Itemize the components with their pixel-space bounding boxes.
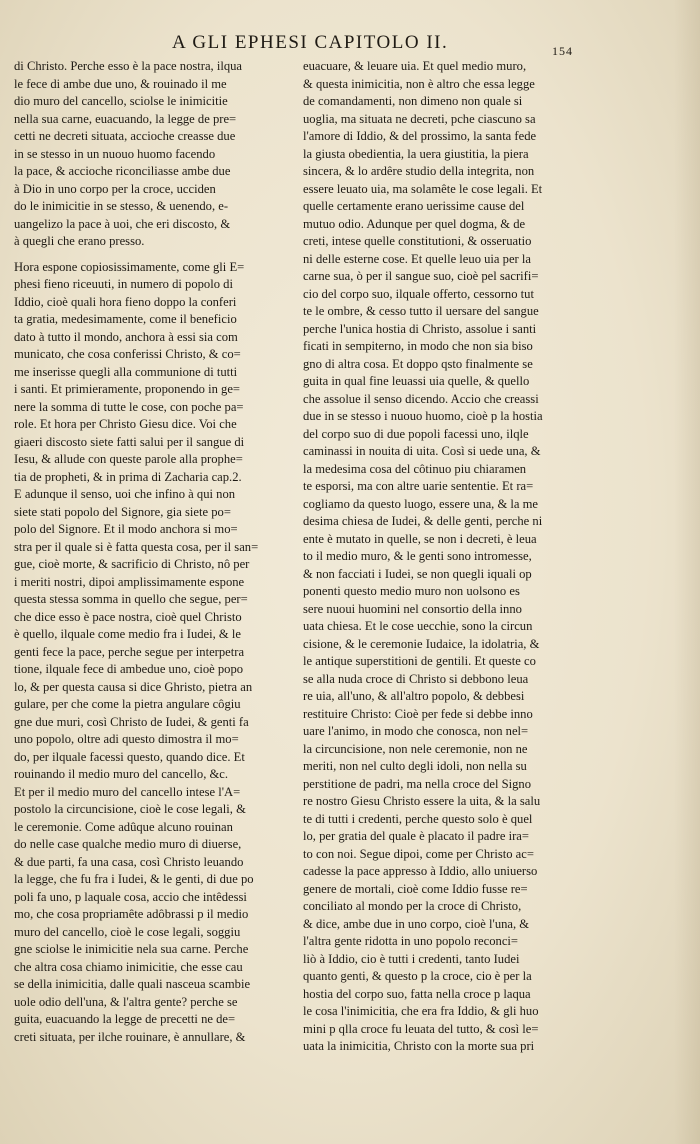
text-line: gno di altra cosa. Et doppo qsto finalmente se <box>303 356 533 371</box>
text-line: do le inimicitie in se stesso, & uenendo, e- <box>14 199 229 213</box>
text-line: se alla nuda croce di Christo si debbono leua <box>303 671 529 686</box>
text-line: quelle certamente erano uerissime cause del <box>303 199 525 213</box>
text-line: conciliato al mondo per la croce di Christo, <box>303 899 522 913</box>
text-line: dato à tutto il mondo, anchora à essi sia com <box>14 329 238 344</box>
text-line: à quegli che erano presso. <box>14 234 145 248</box>
text-line: restituire Christo: Cioè per fede si debbe inno <box>303 706 533 721</box>
text-line: Iesu, & allude con queste parole alla prophe= <box>14 452 243 466</box>
text-line: di Christo. Perche esso è la pace nostra, ilqua <box>14 59 243 73</box>
text-line: guita, euacuando la legge de precetti ne de= <box>14 1012 236 1026</box>
text-line: gue, cioè morte, & sacrificio di Christo, nô per <box>14 557 250 571</box>
text-line: del corpo suo di due popoli facessi uno, ilqle <box>303 426 529 441</box>
text-line: role. Et hora per Christo Giesu dice. Voi che <box>14 417 237 431</box>
text-line: se della inimicitia, dalle quali nasceua scambie <box>14 977 251 991</box>
text-line: nere la somma di tutte le cose, con poche pa= <box>14 399 244 414</box>
left-paragraph-1 <box>14 58 290 251</box>
text-line: genti fece la pace, perche segue per interpetra <box>14 644 245 659</box>
text-line: ponenti questo medio muro non uolsono es <box>303 584 520 598</box>
text-line: nella sua carne, euacuando, la legge de pre= <box>14 111 237 126</box>
text-line: siete stati popolo del Signore, gia siete po= <box>14 504 231 519</box>
right-column <box>303 58 595 1056</box>
text-line: sincera, & lo ardêre studio della integrita, non <box>303 164 535 178</box>
text-line: tione, ilquale fece di ambedue uno, cioè popo <box>14 662 244 676</box>
text-line: hostia del corpo suo, fatta nella croce p laqua <box>303 986 531 1001</box>
text-line: stra per il quale si è fatta questa cosa, per il san= <box>14 539 259 554</box>
text-line: te esporsi, ma con altre uarie sententie. Et ra= <box>303 479 534 493</box>
text-line: questa stessa somma in quello che segue, per= <box>14 592 248 606</box>
text-line: liò à Iddio, cio è tutti i credenti, tanto Iudei <box>303 951 520 966</box>
text-line: de comandamenti, non dimeno non quale si <box>303 94 523 108</box>
text-line: re uia, all'uno, & all'altro popolo, & debbesi <box>303 689 525 703</box>
text-line: poli fa uno, p laquale cosa, accio che intêdessi <box>14 889 247 904</box>
text-line: phesi fieno riceuuti, in numero di popolo di <box>14 277 233 291</box>
text-line: uoglia, ma situata ne decreti, pche ciascuno sa <box>303 111 536 126</box>
text-line: creti, intese quelle constitutioni, & osseruatio <box>303 234 532 248</box>
text-line: la circuncisione, non nele ceremonie, non ne <box>303 741 528 756</box>
text-line: te le ombre, & cesso tutto il uersare del sangue <box>303 304 539 318</box>
text-line: che altra cosa chiamo inimicitie, che esse cau <box>14 959 243 974</box>
text-line: creti situata, per ilche rouinare, è annullare, & <box>14 1029 246 1044</box>
text-line: caminassi in nouita di uita. Così si uede una, & <box>303 444 541 458</box>
text-line: mo, che cosa propriamête adôbrassi p il medio <box>14 907 249 921</box>
text-line: le antique superstitioni de gentili. Et queste co <box>303 654 536 668</box>
text-line: l'altra gente ridotta in uno popolo reconci= <box>303 934 519 948</box>
text-line: E adunque il senso, uoi che infino à qui non <box>14 487 236 501</box>
text-line: mini p qlla croce fu leuata del tutto, & così le= <box>303 1021 539 1036</box>
text-line: municato, che cosa conferissi Christo, & co= <box>14 347 241 361</box>
text-line: essere leuato uia, ma solamête le cose legali. Et <box>303 181 543 196</box>
text-line: cio del corpo suo, ilquale offerto, cessorno tut <box>303 286 534 301</box>
text-line: mutuo odio. Adunque per quel dogma, & de <box>303 216 526 231</box>
text-line: Hora espone copiosissimamente, come gli E= <box>14 259 245 274</box>
text-line: perche l'unica hostia di Christo, assolue i santi <box>303 321 537 336</box>
text-line: cogliamo da questo luogo, essere una, & la me <box>303 496 539 511</box>
text-line: uno popolo, oltre adi questo dimostra il mo= <box>14 732 239 746</box>
right-paragraph <box>303 58 595 1056</box>
paragraph-gap <box>14 251 290 259</box>
text-line: te di tutti i credenti, perche questo solo è quel <box>303 811 533 826</box>
text-line: lo, per gratia del quale è placato il padre ira= <box>303 829 529 843</box>
text-line: la giusta obedientia, la uera giustitia, la piera <box>303 146 529 161</box>
text-line: ente è mutato in quelle, se non i decreti, è leua <box>303 531 537 546</box>
text-line: Iddio, cioè quali hora fieno doppo la conferi <box>14 294 237 309</box>
text-line: & questa inimicitia, non è altro che essa legge <box>303 76 535 91</box>
text-line: uata chiesa. Et le cose uecchie, sono la circun <box>303 619 533 633</box>
text-line: giaeri discosto siete fatti salui per il sangue di <box>14 434 245 449</box>
text-line: me inserisse quegli alla communione di tutti <box>14 364 238 379</box>
text-line: do nelle case qualche medio muro di diuerse, <box>14 837 242 851</box>
text-line: euacuare, & leuare uia. Et quel medio muro, <box>303 59 527 73</box>
text-line: che dice esso è pace nostra, cioè quel Christo <box>14 609 242 624</box>
text-line: à Dio in uno corpo per la croce, ucciden <box>14 181 216 196</box>
folio-number: 154 <box>552 44 573 58</box>
text-line: genere de mortali, cioè come Iddio fusse re= <box>303 881 528 896</box>
text-line: & dice, ambe due in uno corpo, cioè l'una, & <box>303 916 530 931</box>
text-line: tia de propheti, & in prima di Zacharia cap.2. <box>14 469 242 484</box>
text-line: dio muro del cancello, sciolse le inimicitie <box>14 94 228 108</box>
text-line: la pace, & accioche riconciliasse ambe due <box>14 164 231 178</box>
running-title: A GLI EPHESI CAPITOLO II. <box>172 32 449 53</box>
text-line: ficati in sempiterno, in modo che non sia biso <box>303 339 533 353</box>
text-line: le ceremonie. Come adûque alcuno rouinan <box>14 819 233 834</box>
text-line: ta gratia, medesimamente, come il beneficio <box>14 312 237 326</box>
text-line: gulare, per che come la pietra angulare côgiu <box>14 697 241 711</box>
text-line: rouinando il medio muro del cancello, &c. <box>14 767 229 781</box>
text-line: ni delle esterne cose. Et quelle leuo uia per la <box>303 251 531 266</box>
text-line: in se stesso in un nuouo huomo facendo <box>14 146 216 161</box>
text-line: to il medio muro, & le genti sono intromesse, <box>303 549 532 563</box>
text-line: gne sciolse le inimicitie nela sua carne. Perche <box>14 942 249 956</box>
page-edge-shadow <box>674 0 700 1144</box>
text-line: sere nuoui huomini nel consortio della inno <box>303 601 522 616</box>
text-line: perstitione de padri, ma nella croce del Signo <box>303 776 532 791</box>
text-line: lo, & per questa causa si dice Ghristo, pietra an <box>14 679 253 694</box>
text-line: due in se stesso i nuouo huomo, cioè p la hostia <box>303 409 543 423</box>
text-line: Et per il medio muro del cancello intese l'A= <box>14 784 241 799</box>
text-line: che assolue il senso dicendo. Accio che creassi <box>303 391 539 406</box>
text-line: postolo la circuncisione, cioè le cose legali, & <box>14 802 246 816</box>
text-line: cetti ne decreti situata, accioche creasse due <box>14 129 236 143</box>
text-line: desima chiesa de Iudei, & delle genti, perche ni <box>303 514 543 528</box>
text-line: & non facciati i Iudei, se non quegli iquali op <box>303 566 532 581</box>
text-line: re nostro Giesu Christo essere la uita, & la salu <box>303 794 541 808</box>
text-line: le cosa l'inimicitia, che era fra Iddio, & gli huo <box>303 1004 539 1018</box>
page-header <box>0 30 700 56</box>
text-line: gne due muri, così Christo de Iudei, & genti fa <box>14 714 249 729</box>
text-line: carne sua, ò per il sangue suo, cioè pel sacrifi= <box>303 269 539 283</box>
text-line: i meriti nostri, dipoi amplissimamente espone <box>14 574 245 589</box>
text-line: polo del Signore. Et il modo anchora si mo= <box>14 522 238 536</box>
text-line: l'amore di Iddio, & del prossimo, la santa fede <box>303 129 537 143</box>
text-line: i santi. Et primieramente, proponendo in ge= <box>14 382 241 396</box>
left-column <box>14 58 290 1046</box>
text-line: cadesse la pace appresso à Iddio, allo uniuerso <box>303 864 538 878</box>
text-line: le fece di ambe due uno, & rouinado il me <box>14 76 227 91</box>
text-line: uata la inimicitia, Christo con la morte sua pri <box>303 1039 535 1053</box>
text-line: uangelizo la pace à uoi, che eri discosto, & <box>14 216 231 231</box>
text-line: to con noi. Segue dipoi, come per Christo ac= <box>303 846 534 861</box>
text-line: guita in qual fine leuassi uia quelle, & quello <box>303 374 530 388</box>
text-line: meriti, non nel culto degli idoli, non nella su <box>303 759 527 773</box>
text-line: uare l'animo, in modo che conosca, non nel= <box>303 724 529 738</box>
text-line: cisione, & le ceremonie Iudaice, la idolatria, & <box>303 636 540 651</box>
text-line: la legge, che fu fra i Iudei, & le genti, di due po <box>14 872 254 886</box>
text-line: è quello, ilquale come medio fra i Iudei, & le <box>14 627 241 641</box>
text-line: uole odio dell'una, & l'altra gente? perche se <box>14 994 238 1009</box>
text-line: quanto genti, & questo p la croce, cio è per la <box>303 969 532 983</box>
text-line: muro del cancello, cioè le cose legali, soggiu <box>14 924 241 939</box>
left-paragraph-2 <box>14 259 290 1047</box>
text-line: & due parti, fa una casa, così Christo leuando <box>14 854 244 869</box>
text-line: do, per ilquale facessi questo, quando dice. Et <box>14 749 245 764</box>
text-line: la medesima cosa del côtinuo piu chiaramen <box>303 461 527 476</box>
